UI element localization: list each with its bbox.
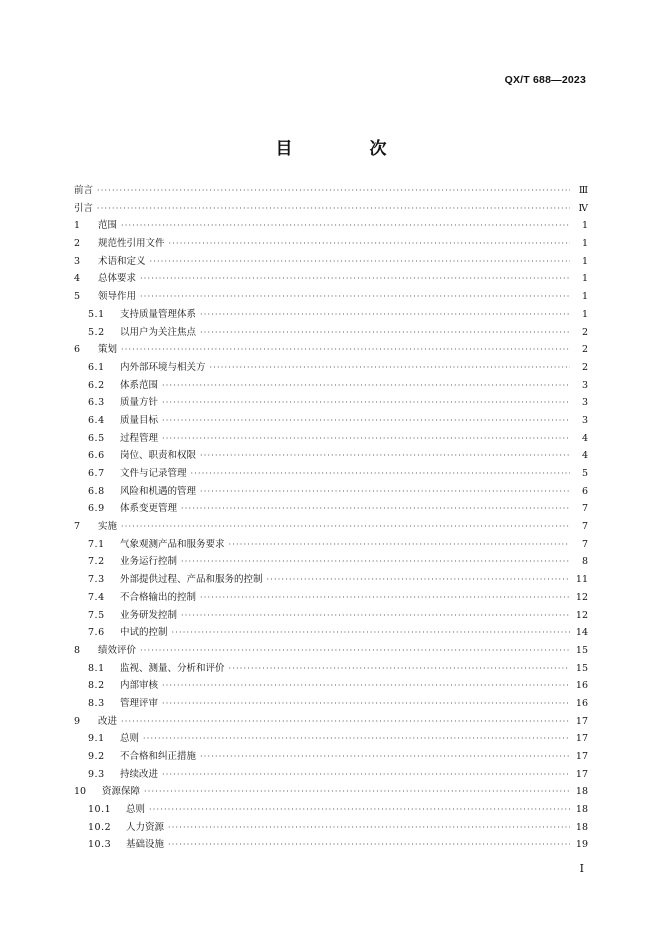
toc-leader-dots — [200, 306, 570, 324]
toc-leader-dots — [162, 677, 570, 695]
toc-entry-page: 1 — [581, 308, 588, 320]
toc-entry[interactable] — [74, 589, 588, 607]
toc-leader-dots — [229, 660, 570, 678]
toc-entry-page: 14 — [575, 627, 588, 639]
toc-entry-label: 中试的控制 — [120, 627, 168, 639]
toc-entry-label: 不合格输出的控制 — [120, 591, 197, 603]
toc-entry-number: 8.3 — [88, 697, 105, 709]
toc-entry[interactable] — [74, 288, 588, 306]
toc-entry-page: 3 — [581, 397, 588, 409]
toc-entry-label: 改进 — [98, 715, 118, 727]
toc-entry[interactable] — [74, 465, 588, 483]
toc-entry-label: 体系范围 — [120, 379, 159, 391]
toc-entry[interactable] — [74, 766, 588, 784]
toc-entry-label: 业务研发控制 — [120, 609, 178, 621]
toc-entry[interactable] — [74, 677, 588, 695]
toc-entry-page: 4 — [581, 450, 588, 462]
toc-leader-dots — [191, 465, 570, 483]
toc-entry-page: 12 — [575, 609, 588, 621]
toc-entry-number: 5.2 — [88, 326, 105, 338]
toc-entry-page: 3 — [581, 379, 588, 391]
toc-entry-number: 10.1 — [88, 804, 112, 816]
toc-entry-number: 6.6 — [88, 450, 105, 462]
toc-entry-number: 1 — [74, 220, 81, 232]
toc-entry-label: 岗位、职责和权限 — [120, 450, 197, 462]
toc-leader-dots — [150, 253, 570, 271]
table-of-contents — [74, 182, 588, 854]
toc-entry[interactable] — [74, 642, 588, 660]
page-title: 目 次 — [275, 139, 417, 159]
toc-entry-page: 17 — [575, 715, 588, 727]
toc-entry[interactable] — [74, 571, 588, 589]
toc-entry-label: 以用户为关注焦点 — [120, 326, 197, 338]
toc-entry[interactable] — [74, 607, 588, 625]
toc-entry-page: 7 — [581, 538, 588, 550]
toc-leader-dots — [140, 288, 570, 306]
toc-leader-dots — [143, 730, 570, 748]
toc-entry-page: 16 — [575, 697, 588, 709]
toc-leader-dots — [162, 766, 570, 784]
toc-entry-label: 业务运行控制 — [120, 556, 178, 568]
toc-entry-number: 6.4 — [88, 414, 105, 426]
toc-entry[interactable] — [74, 253, 588, 271]
toc-entry-page: 7 — [581, 503, 588, 515]
toc-entry-number: 6.9 — [88, 503, 105, 515]
toc-entry-label: 基础设施 — [126, 839, 165, 851]
toc-entry[interactable] — [74, 430, 588, 448]
toc-entry[interactable] — [74, 324, 588, 342]
toc-entry-label: 领导作用 — [98, 291, 137, 303]
toc-entry-label: 前言 — [74, 185, 94, 196]
toc-leader-dots — [162, 695, 570, 713]
document-code: QX/T 688—2023 — [504, 74, 586, 86]
toc-leader-dots — [162, 412, 570, 430]
toc-entry-label: 资源保障 — [102, 786, 141, 798]
toc-entry-page: 1 — [581, 220, 588, 232]
toc-leader-dots — [210, 359, 570, 377]
toc-leader-dots — [144, 783, 570, 801]
toc-leader-dots — [229, 536, 570, 554]
toc-entry-page: Ⅳ — [578, 202, 588, 214]
toc-leader-dots — [200, 589, 570, 607]
toc-entry[interactable] — [74, 536, 588, 554]
toc-entry[interactable] — [74, 783, 588, 801]
toc-entry-number: 6.3 — [88, 397, 105, 409]
toc-entry-page: 5 — [581, 468, 588, 479]
toc-entry[interactable] — [74, 394, 588, 412]
toc-entry-number: 6.5 — [88, 432, 105, 444]
toc-entry-number: 7.1 — [88, 538, 105, 550]
toc-entry[interactable] — [74, 660, 588, 678]
toc-entry-page: 2 — [581, 344, 588, 356]
toc-leader-dots — [121, 713, 570, 731]
toc-entry-number: 4 — [74, 273, 81, 285]
toc-entry-number: 10.3 — [88, 839, 112, 851]
toc-entry[interactable] — [74, 235, 588, 253]
toc-entry-number: 6.7 — [88, 468, 105, 479]
toc-entry-label: 规范性引用文件 — [98, 238, 165, 250]
toc-leader-dots — [162, 430, 570, 448]
toc-leader-dots — [97, 182, 570, 200]
toc-entry-number: 7.2 — [88, 556, 105, 568]
toc-entry[interactable] — [74, 518, 588, 536]
toc-entry[interactable] — [74, 500, 588, 518]
toc-entry-label: 绩效评价 — [98, 644, 137, 656]
toc-entry[interactable] — [74, 270, 588, 288]
toc-leader-dots — [149, 801, 570, 819]
toc-entry-page: 19 — [575, 839, 588, 851]
toc-entry-page: 8 — [581, 556, 588, 568]
toc-leader-dots — [121, 341, 570, 359]
toc-leader-dots — [121, 518, 570, 536]
toc-entry-label: 人力资源 — [126, 821, 165, 833]
toc-entry-label: 质量目标 — [120, 414, 159, 426]
toc-leader-dots — [181, 607, 570, 625]
toc-entry-label: 实施 — [98, 521, 118, 533]
toc-entry-label: 内外部环境与相关方 — [120, 361, 206, 373]
toc-leader-dots — [181, 553, 570, 571]
toc-entry-page: 18 — [575, 804, 588, 816]
toc-entry-number: 6.1 — [88, 361, 105, 373]
toc-entry[interactable] — [74, 624, 588, 642]
toc-entry-page: 7 — [581, 521, 588, 533]
toc-entry-page: 15 — [575, 662, 588, 674]
toc-leader-dots — [169, 235, 570, 253]
toc-entry-label: 文件与记录管理 — [120, 468, 187, 479]
toc-entry-page: 17 — [575, 733, 588, 745]
toc-entry[interactable] — [74, 730, 588, 748]
toc-entry-number: 9.1 — [88, 733, 105, 745]
toc-entry[interactable] — [74, 713, 588, 731]
toc-entry-page: 18 — [575, 821, 588, 833]
toc-entry-number: 6.8 — [88, 485, 105, 497]
toc-leader-dots — [200, 324, 570, 342]
toc-entry-number: 7.3 — [88, 574, 105, 586]
toc-entry-page: 18 — [575, 786, 588, 798]
toc-entry[interactable] — [74, 306, 588, 324]
toc-entry-number: 7 — [74, 521, 81, 533]
toc-leader-dots — [200, 483, 570, 501]
toc-entry-label: 策划 — [98, 344, 118, 356]
toc-entry-page: 1 — [581, 291, 588, 303]
toc-entry-page: Ⅲ — [578, 185, 588, 196]
toc-entry-number: 5 — [74, 291, 81, 303]
toc-entry[interactable] — [74, 553, 588, 571]
toc-entry-label: 过程管理 — [120, 432, 159, 444]
toc-entry-label: 引言 — [74, 202, 94, 214]
toc-entry[interactable] — [74, 801, 588, 819]
toc-entry[interactable] — [74, 447, 588, 465]
toc-entry[interactable] — [74, 359, 588, 377]
toc-leader-dots — [200, 447, 570, 465]
toc-entry[interactable] — [74, 182, 588, 200]
toc-entry-number: 7.6 — [88, 627, 105, 639]
toc-entry-page: 4 — [581, 432, 588, 444]
toc-entry-page: 12 — [575, 591, 588, 603]
toc-entry-number: 2 — [74, 238, 81, 250]
toc-entry-label: 外部提供过程、产品和服务的控制 — [120, 574, 263, 586]
toc-entry-number: 6.2 — [88, 379, 105, 391]
toc-entry[interactable] — [74, 217, 588, 235]
toc-entry-label: 不合格和纠正措施 — [120, 751, 197, 762]
toc-entry-label: 气象观测产品和服务要求 — [120, 538, 225, 550]
toc-entry-number: 9.3 — [88, 768, 105, 780]
toc-entry-page: 11 — [575, 574, 588, 586]
toc-entry-page: 17 — [575, 768, 588, 780]
toc-entry-label: 体系变更管理 — [120, 503, 178, 515]
toc-entry[interactable] — [74, 836, 588, 854]
toc-entry-page: 3 — [581, 414, 588, 426]
toc-entry-label: 质量方针 — [120, 397, 159, 409]
toc-entry-number: 9 — [74, 715, 81, 727]
toc-entry-number: 5.1 — [88, 308, 105, 320]
toc-entry-number: 8.1 — [88, 662, 105, 674]
toc-leader-dots — [181, 500, 570, 518]
toc-entry[interactable] — [74, 200, 588, 218]
toc-entry-label: 风险和机遇的管理 — [120, 485, 197, 497]
toc-entry-label: 持续改进 — [120, 768, 159, 780]
toc-entry-label: 总则 — [126, 804, 146, 816]
toc-leader-dots — [168, 819, 570, 837]
toc-entry-number: 8.2 — [88, 680, 105, 692]
toc-entry-label: 支持质量管理体系 — [120, 308, 197, 320]
toc-entry-label: 内部审核 — [120, 680, 159, 692]
toc-leader-dots — [267, 571, 570, 589]
toc-entry-page: 2 — [581, 361, 588, 373]
toc-leader-dots — [140, 642, 570, 660]
toc-entry[interactable] — [74, 819, 588, 837]
toc-entry-page: 17 — [575, 751, 588, 762]
toc-entry[interactable] — [74, 412, 588, 430]
toc-entry-number: 6 — [74, 344, 81, 356]
toc-leader-dots — [168, 836, 570, 854]
toc-entry[interactable] — [74, 377, 588, 395]
toc-entry[interactable] — [74, 748, 588, 766]
toc-leader-dots — [162, 394, 570, 412]
toc-leader-dots — [140, 270, 570, 288]
toc-leader-dots — [162, 377, 570, 395]
page-number: Ⅰ — [579, 862, 584, 875]
toc-leader-dots — [121, 217, 570, 235]
toc-leader-dots — [97, 200, 570, 218]
toc-entry-page: 16 — [575, 680, 588, 692]
toc-entry[interactable] — [74, 483, 588, 501]
toc-leader-dots — [172, 624, 570, 642]
toc-entry-page: 1 — [581, 238, 588, 250]
toc-entry-number: 3 — [74, 255, 81, 267]
toc-entry-number: 7.5 — [88, 609, 105, 621]
toc-entry-number: 9.2 — [88, 751, 105, 762]
toc-entry-label: 术语和定义 — [98, 255, 146, 267]
toc-entry-number: 10 — [74, 786, 87, 798]
toc-entry-label: 监视、测量、分析和评价 — [120, 662, 225, 674]
toc-entry-label: 范围 — [98, 220, 118, 232]
toc-entry-label: 总体要求 — [98, 273, 137, 285]
toc-entry-label: 管理评审 — [120, 697, 159, 709]
toc-leader-dots — [200, 748, 570, 766]
toc-entry[interactable] — [74, 341, 588, 359]
toc-entry-number: 8 — [74, 644, 81, 656]
toc-entry[interactable] — [74, 695, 588, 713]
toc-entry-number: 7.4 — [88, 591, 105, 603]
toc-entry-page: 2 — [581, 326, 588, 338]
toc-entry-page: 1 — [581, 255, 588, 267]
toc-entry-page: 6 — [581, 485, 588, 497]
toc-entry-page: 1 — [581, 273, 588, 285]
toc-entry-page: 15 — [575, 644, 588, 656]
toc-entry-label: 总则 — [120, 733, 140, 745]
toc-entry-number: 10.2 — [88, 821, 112, 833]
